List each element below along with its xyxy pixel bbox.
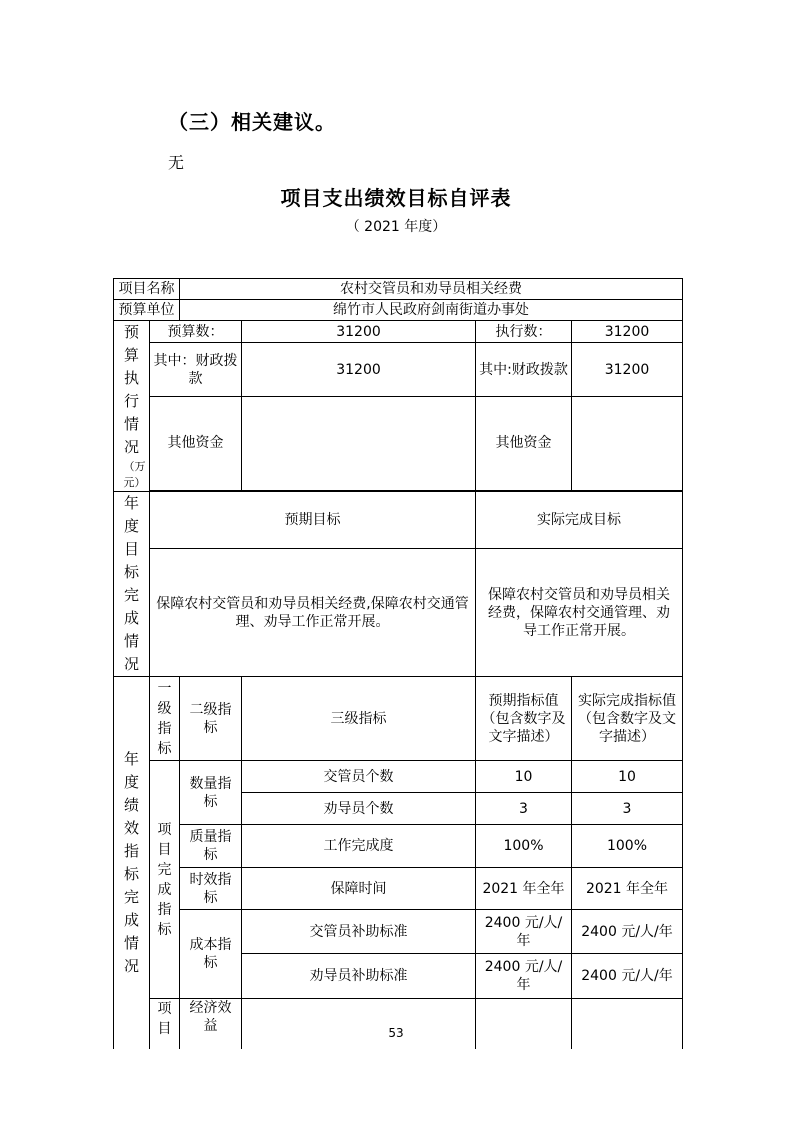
page-number: 53 — [388, 1026, 404, 1040]
fiscal-exec-label: 其中:财政拨款 — [476, 343, 572, 397]
annual-goal-label — [114, 492, 150, 677]
table-subtitle: （ 2021 年度） — [345, 219, 447, 235]
actual-cell: 10 — [572, 761, 683, 793]
project-benefit-text: 项目 — [157, 1001, 172, 1037]
other-funds-exec-value — [572, 396, 683, 490]
level2-timeliness: 时效指标 — [180, 868, 242, 910]
indicator-header-row — [114, 677, 683, 761]
level3-cell: 保障时间 — [242, 868, 476, 910]
level2-cost: 成本指标 — [180, 910, 242, 999]
table-row — [114, 761, 683, 793]
indicator-section-label — [114, 677, 150, 1049]
project-output-label — [150, 761, 180, 999]
col-level1 — [150, 677, 180, 761]
level3-cell: 工作完成度 — [242, 825, 476, 868]
other-funds-value — [242, 396, 476, 490]
budget-unit-label: 预算单位 — [114, 300, 180, 321]
budget-section-text: 预算执行情况 — [123, 323, 139, 456]
expected-cell: 2400 元/人/年 — [476, 954, 572, 999]
other-funds-row — [114, 396, 683, 490]
section-body: 无 — [168, 153, 185, 172]
expected-cell — [476, 999, 572, 1049]
col-actual: 实际完成指标值（包含数字及文字描述） — [572, 677, 683, 761]
indicator-section-text: 年度绩效指标完成情况 — [123, 749, 139, 975]
budget-unit-value: 绵竹市人民政府剑南街道办事处 — [180, 300, 683, 321]
actual-cell: 3 — [572, 793, 683, 825]
budget-amount-label: 预算数： — [150, 321, 242, 343]
budget-amount-row — [114, 321, 683, 343]
expected-cell: 2021 年全年 — [476, 868, 572, 910]
project-output-text: 项目完成指标 — [157, 821, 172, 938]
expected-cell: 3 — [476, 793, 572, 825]
budget-unit-row — [114, 300, 683, 321]
table-row — [114, 910, 683, 954]
col-level3: 三级指标 — [242, 677, 476, 761]
other-funds-exec-label: 其他资金 — [476, 396, 572, 490]
level2-quantity: 数量指标 — [180, 761, 242, 825]
actual-cell: 2021 年全年 — [572, 868, 683, 910]
level2-economic: 经济效益 — [180, 999, 242, 1049]
fiscal-row — [114, 343, 683, 397]
actual-cell: 2400 元/人/年 — [572, 910, 683, 954]
budget-amount-value: 31200 — [242, 321, 476, 343]
planned-goal-text: 保障农村交管员和劝导员相关经费,保障农村交通管理、劝导工作正常开展。 — [150, 549, 476, 677]
actual-goal-label: 实际完成目标 — [476, 492, 683, 549]
table-row — [114, 825, 683, 868]
budget-section-label — [114, 321, 150, 492]
project-name-value: 农村交管员和劝导员相关经费 — [180, 279, 683, 300]
col-expected: 预期指标值（包含数字及文字描述） — [476, 677, 572, 761]
expected-cell: 100% — [476, 825, 572, 868]
expected-cell: 2400 元/人/年 — [476, 910, 572, 954]
level2-quality: 质量指标 — [180, 825, 242, 868]
table-row — [114, 868, 683, 910]
evaluation-table — [113, 278, 683, 1049]
actual-cell: 100% — [572, 825, 683, 868]
col-level1-text: 一级指标 — [157, 680, 172, 757]
level3-cell: 交管员个数 — [242, 761, 476, 793]
table-title: 项目支出绩效目标自评表 — [280, 186, 512, 210]
budget-section-unit: （万元） — [123, 460, 146, 489]
level3-cell — [242, 999, 476, 1049]
level3-cell: 交管员补助标准 — [242, 910, 476, 954]
project-name-label: 项目名称 — [114, 279, 180, 300]
level3-cell: 劝导员补助标准 — [242, 954, 476, 999]
section-heading: （三）相关建议。 — [168, 110, 336, 134]
actual-cell — [572, 999, 683, 1049]
col-level2: 二级指标 — [180, 677, 242, 761]
planned-goal-label: 预期目标 — [150, 492, 476, 549]
executed-amount-label: 执行数： — [476, 321, 572, 343]
expected-cell: 10 — [476, 761, 572, 793]
actual-cell: 2400 元/人/年 — [572, 954, 683, 999]
table-row — [114, 999, 683, 1049]
fiscal-value: 31200 — [242, 343, 476, 397]
project-benefit-label — [150, 999, 180, 1049]
fiscal-exec-value: 31200 — [572, 343, 683, 397]
annual-goal-text-row — [114, 549, 683, 677]
annual-goal-text: 年度目标完成情况 — [123, 494, 139, 673]
other-funds-label: 其他资金 — [150, 396, 242, 490]
project-name-row — [114, 279, 683, 300]
actual-goal-text: 保障农村交管员和劝导员相关经费，保障农村交通管理、劝导工作正常开展。 — [476, 549, 683, 677]
fiscal-label: 其中：财政拨款 — [150, 343, 242, 397]
annual-goal-header-row — [114, 492, 683, 549]
executed-amount-value: 31200 — [572, 321, 683, 343]
level3-cell: 劝导员个数 — [242, 793, 476, 825]
